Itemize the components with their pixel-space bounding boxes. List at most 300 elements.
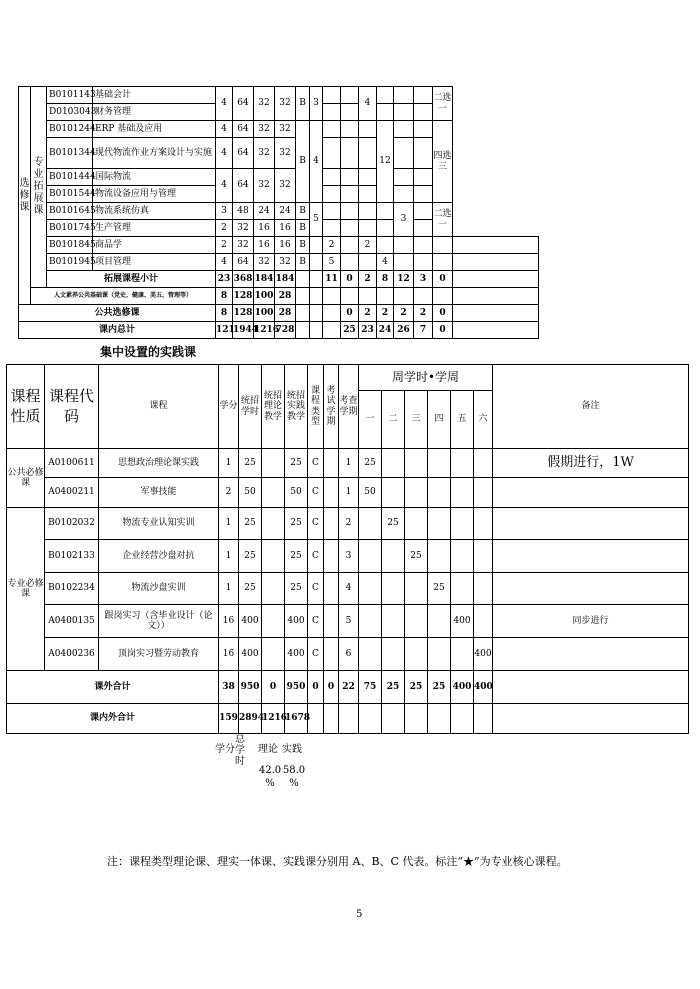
total-hours: 32 [233, 237, 254, 254]
cell [341, 121, 359, 138]
course-name: 生产管理 [93, 220, 216, 237]
cell [414, 138, 433, 169]
total-hours: 64 [233, 138, 254, 169]
header-week: 五 [451, 391, 474, 449]
week: 0 [341, 305, 359, 322]
cell [339, 704, 359, 734]
practice-hours: 400 [285, 638, 308, 671]
week [359, 605, 382, 638]
practice-hours: 28 [275, 288, 296, 305]
week: 2 [394, 305, 414, 322]
course-type: B [296, 87, 310, 121]
practice-hours: 16 [275, 220, 296, 237]
exam-term [324, 573, 339, 605]
cell [414, 254, 433, 271]
cell [377, 203, 394, 220]
cell [310, 254, 323, 271]
cell [394, 138, 414, 169]
total-hours: 32 [233, 220, 254, 237]
practice-hours: 32 [275, 169, 296, 203]
course-code: A0400135 [45, 605, 99, 638]
header-total: 统招学时 [239, 365, 262, 449]
credit: 2 [216, 220, 233, 237]
week: 400 [451, 605, 474, 638]
summary-practice-pct: 58.0 % [282, 765, 306, 789]
note [453, 305, 539, 322]
week: 400 [474, 671, 493, 704]
cell [323, 220, 341, 237]
summary-theory: 理论 [258, 744, 278, 755]
theory-hours [262, 605, 285, 638]
practice-course-table [6, 364, 689, 734]
cell [341, 288, 359, 305]
week [382, 573, 405, 605]
exam-term: 5 [310, 203, 323, 237]
course-name: 物流专业认知实训 [99, 508, 219, 540]
theory-hours: 24 [254, 203, 275, 220]
theory-hours: 1216 [254, 322, 275, 339]
exam-term: 3 [310, 87, 323, 121]
cell [359, 254, 377, 271]
week [451, 508, 474, 540]
cell [323, 288, 341, 305]
header-week: 一 [359, 391, 382, 449]
course-name: 军事技能 [99, 478, 219, 508]
week-hours: 4 [377, 254, 394, 271]
cell [324, 704, 339, 734]
in-class-total-label: 课内总计 [19, 322, 216, 339]
course-type: B [296, 121, 310, 203]
week: 25 [428, 671, 451, 704]
cell [341, 220, 359, 237]
subtotal-practice: 184 [275, 271, 296, 288]
course-code: B0101143 [47, 87, 93, 104]
cell: 0 [324, 671, 339, 704]
credit: 16 [219, 638, 239, 671]
credit: 4 [216, 121, 233, 138]
cell [323, 121, 341, 138]
week [428, 449, 451, 478]
course-code: B0101344 [47, 138, 93, 169]
theory-hours: 0 [262, 671, 285, 704]
group-label: 公共必修课 [7, 449, 45, 508]
week [382, 478, 405, 508]
credit: 1 [219, 508, 239, 540]
subtotal-week: 8 [377, 271, 394, 288]
cell [433, 237, 453, 254]
cell [359, 121, 377, 138]
check-term: 3 [339, 540, 359, 573]
note [493, 478, 689, 508]
total-hours: 25 [239, 540, 262, 573]
exam-term: 4 [310, 121, 323, 203]
header-week: 四 [428, 391, 451, 449]
cell [382, 704, 405, 734]
week [474, 573, 493, 605]
week [474, 508, 493, 540]
week [451, 638, 474, 671]
credit: 38 [219, 671, 239, 704]
cell [323, 322, 341, 339]
cell [394, 104, 414, 121]
week [451, 449, 474, 478]
exam-term: 5 [323, 254, 341, 271]
summary-credit: 学分 [215, 744, 235, 755]
cell [394, 121, 414, 138]
week [359, 508, 382, 540]
course-code: B0101645 [47, 203, 93, 220]
cell [359, 220, 377, 237]
course-type: B [296, 220, 310, 237]
practice-hours: 32 [275, 138, 296, 169]
note [493, 704, 689, 734]
cell [414, 121, 433, 138]
cell [323, 104, 341, 121]
cell [474, 704, 493, 734]
credit: 4 [216, 254, 233, 271]
week [428, 638, 451, 671]
subtotal-week: 12 [394, 271, 414, 288]
week: 400 [474, 638, 493, 671]
cell [341, 87, 359, 104]
credit: 2 [216, 237, 233, 254]
total-hours: 950 [239, 671, 262, 704]
header-week: 二 [382, 391, 405, 449]
week [405, 638, 428, 671]
week: 75 [359, 671, 382, 704]
week [474, 478, 493, 508]
theory-hours [262, 573, 285, 605]
credit: 1 [219, 449, 239, 478]
credit: 3 [216, 203, 233, 220]
course-code: B0102032 [45, 508, 99, 540]
theory-hours: 32 [254, 254, 275, 271]
course-type: C [308, 638, 324, 671]
note [453, 254, 539, 271]
theory-hours: 100 [254, 288, 275, 305]
total-hours: 25 [239, 449, 262, 478]
week: 25 [382, 508, 405, 540]
week: 23 [359, 322, 377, 339]
cell [414, 220, 433, 237]
cell [394, 186, 414, 203]
cell [405, 704, 428, 734]
cell [414, 237, 433, 254]
cell [341, 203, 359, 220]
note: 假期进行，1W [493, 449, 689, 478]
course-name: ERP 基础及应用 [93, 121, 216, 138]
week: 25 [428, 573, 451, 605]
cell [323, 138, 341, 169]
header-practice: 统招实践教学 [285, 365, 308, 449]
week [405, 478, 428, 508]
credit: 159 [219, 704, 239, 734]
cell [323, 169, 341, 186]
exam-term [324, 478, 339, 508]
note [453, 288, 539, 305]
cell [341, 169, 359, 186]
practice-hours: 1678 [285, 704, 308, 734]
cell [394, 254, 414, 271]
note [493, 508, 689, 540]
total-hours: 64 [233, 121, 254, 138]
week: 25 [405, 540, 428, 573]
theory-hours: 100 [254, 305, 275, 322]
course-code: B0101444 [47, 169, 93, 186]
course-name: 思想政治理论课实践 [99, 449, 219, 478]
course-code: B0102133 [45, 540, 99, 573]
cell [341, 104, 359, 121]
header-week-group: 周学时•学周 [359, 365, 493, 391]
note [453, 322, 539, 339]
note: 四选三 [433, 121, 453, 203]
week: 400 [451, 671, 474, 704]
week: 25 [341, 322, 359, 339]
exam-term [324, 605, 339, 638]
cell [377, 104, 394, 121]
theory-hours [262, 508, 285, 540]
cell [377, 220, 394, 237]
practice-hours: 32 [275, 121, 296, 138]
cell [377, 288, 394, 305]
week: 24 [377, 322, 394, 339]
week [405, 605, 428, 638]
practice-hours: 16 [275, 237, 296, 254]
exam-term [324, 508, 339, 540]
subtotal-week: 3 [414, 271, 433, 288]
week: 0 [433, 305, 453, 322]
exam-term [324, 449, 339, 478]
course-name: 商品学 [93, 237, 216, 254]
week: 2 [414, 305, 433, 322]
note: 二选一 [433, 87, 453, 121]
course-code: B0102234 [45, 573, 99, 605]
practice-hours: 728 [275, 322, 296, 339]
cell [359, 288, 377, 305]
cell [341, 138, 359, 169]
theory-hours [262, 449, 285, 478]
cell [377, 87, 394, 104]
course-code: B0101244 [47, 121, 93, 138]
cell [394, 169, 414, 186]
practice-hours: 25 [285, 540, 308, 573]
cell [414, 104, 433, 121]
week-hours: 12 [377, 121, 394, 203]
total-hours: 25 [239, 573, 262, 605]
theory-hours [262, 478, 285, 508]
humanities-label: 人文素养公共基础课（党史、健康、美五、管理等） [31, 288, 216, 305]
total-hours: 400 [239, 605, 262, 638]
week [359, 638, 382, 671]
note [493, 540, 689, 573]
theory-hours [262, 638, 285, 671]
course-name: 物流系统仿真 [93, 203, 216, 220]
cell [323, 305, 341, 322]
header-type: 课程类型 [308, 365, 324, 449]
theory-hours: 32 [254, 121, 275, 138]
cell [433, 288, 453, 305]
cell [359, 169, 377, 186]
note [493, 573, 689, 605]
check-term: 5 [339, 605, 359, 638]
course-code: B0101945 [47, 254, 93, 271]
section-outer-label: 选修课 [19, 87, 31, 305]
credit: 1 [219, 540, 239, 573]
total-hours: 64 [233, 87, 254, 121]
cell [310, 305, 323, 322]
note: 二选一 [433, 203, 453, 237]
course-code: A0400211 [45, 478, 99, 508]
week-hours: 4 [359, 87, 377, 121]
theory-hours [262, 540, 285, 573]
practice-hours: 32 [275, 87, 296, 121]
cell [341, 237, 359, 254]
cell [414, 203, 433, 220]
total-hours: 64 [233, 254, 254, 271]
cell [296, 322, 310, 339]
cell [296, 271, 310, 288]
week [405, 573, 428, 605]
week [382, 449, 405, 478]
course-name: 现代物流作业方案设计与实施 [93, 138, 216, 169]
cell [310, 271, 323, 288]
theory-hours: 1216 [262, 704, 285, 734]
credit: 1 [219, 573, 239, 605]
cell [310, 237, 323, 254]
week: 2 [377, 305, 394, 322]
course-code: B0101845 [47, 237, 93, 254]
week: 25 [405, 671, 428, 704]
grand-total-label: 课内外合计 [7, 704, 219, 734]
summary-practice: 实践 [282, 744, 302, 755]
course-name: 跟岗实习（含毕业设计（论文）） [99, 605, 219, 638]
credit: 4 [216, 87, 233, 121]
cell [341, 186, 359, 203]
week: 50 [359, 478, 382, 508]
cell [433, 254, 453, 271]
course-type: B [296, 203, 310, 220]
subtotal-check: 11 [323, 271, 341, 288]
header-nature: 课程性质 [7, 365, 45, 449]
cell [451, 704, 474, 734]
course-code: A0100611 [45, 449, 99, 478]
summary-theory-pct: 42.0 % [258, 765, 282, 789]
course-type: B [296, 254, 310, 271]
week [428, 540, 451, 573]
course-name: 国际物流 [93, 169, 216, 186]
theory-hours: 32 [254, 138, 275, 169]
course-type: C [308, 573, 324, 605]
course-name: 企业经营沙盘对抗 [99, 540, 219, 573]
total-hours: 50 [239, 478, 262, 508]
page-number: 5 [356, 909, 363, 920]
subtotal-label: 拓展课程小计 [47, 271, 216, 288]
week: 25 [382, 671, 405, 704]
section-title: 集中设置的实践课 [100, 345, 197, 359]
credit: 16 [219, 605, 239, 638]
check-term: 1 [339, 478, 359, 508]
header-exam: 考试学期 [324, 365, 339, 449]
subtotal-total: 368 [233, 271, 254, 288]
exam-term: 2 [323, 237, 341, 254]
subtotal-week: 0 [433, 271, 453, 288]
check-term: 6 [339, 638, 359, 671]
cell [359, 203, 377, 220]
course-code: B0101745 [47, 220, 93, 237]
credit: 121 [216, 322, 233, 339]
elective-course-table [18, 86, 539, 339]
subtotal-week: 2 [359, 271, 377, 288]
course-code: A0400236 [45, 638, 99, 671]
header-course: 课程 [99, 365, 219, 449]
header-note: 备注 [493, 365, 689, 449]
check-term: 1 [339, 449, 359, 478]
week-hours: 2 [359, 237, 377, 254]
total-hours: 25 [239, 508, 262, 540]
cell [414, 169, 433, 186]
theory-hours: 16 [254, 220, 275, 237]
practice-hours: 400 [285, 605, 308, 638]
note [453, 271, 539, 288]
exam-term [324, 638, 339, 671]
course-name: 基础会计 [93, 87, 216, 104]
cell [394, 237, 414, 254]
course-name: 项目管理 [93, 254, 216, 271]
header-theory: 统招理论教学 [262, 365, 285, 449]
credit: 8 [216, 305, 233, 322]
footnote: 注：课程类型理论课、理实一体课、实践课分别用 A、B、C 代表。标注“★”为专业核心课程。 [107, 855, 568, 868]
week [382, 605, 405, 638]
cell [359, 704, 382, 734]
header-week: 六 [474, 391, 493, 449]
total-hours: 128 [233, 288, 254, 305]
header-check: 考查学期 [339, 365, 359, 449]
total-hours: 2894 [239, 704, 262, 734]
cell [310, 288, 323, 305]
note [453, 237, 539, 254]
summary-total: 总学时 [235, 734, 245, 767]
practice-hours: 25 [285, 573, 308, 605]
cell [394, 288, 414, 305]
subtotal-theory: 184 [254, 271, 275, 288]
subtotal-credit: 23 [216, 271, 233, 288]
week [359, 573, 382, 605]
cell [296, 288, 310, 305]
practice-hours: 25 [285, 449, 308, 478]
practice-hours: 24 [275, 203, 296, 220]
practice-hours: 950 [285, 671, 308, 704]
theory-hours: 16 [254, 237, 275, 254]
course-type: C [308, 540, 324, 573]
check-term: 4 [339, 573, 359, 605]
exam-term [324, 540, 339, 573]
theory-hours: 32 [254, 87, 275, 121]
course-code: D0103043 [47, 104, 93, 121]
week [382, 638, 405, 671]
cell [428, 704, 451, 734]
cell [310, 322, 323, 339]
cell [323, 186, 341, 203]
cell [414, 186, 433, 203]
total-hours: 48 [233, 203, 254, 220]
practice-hours: 28 [275, 305, 296, 322]
week [359, 540, 382, 573]
cell [341, 254, 359, 271]
cell [377, 237, 394, 254]
note [493, 671, 689, 704]
week [474, 449, 493, 478]
total-hours: 400 [239, 638, 262, 671]
